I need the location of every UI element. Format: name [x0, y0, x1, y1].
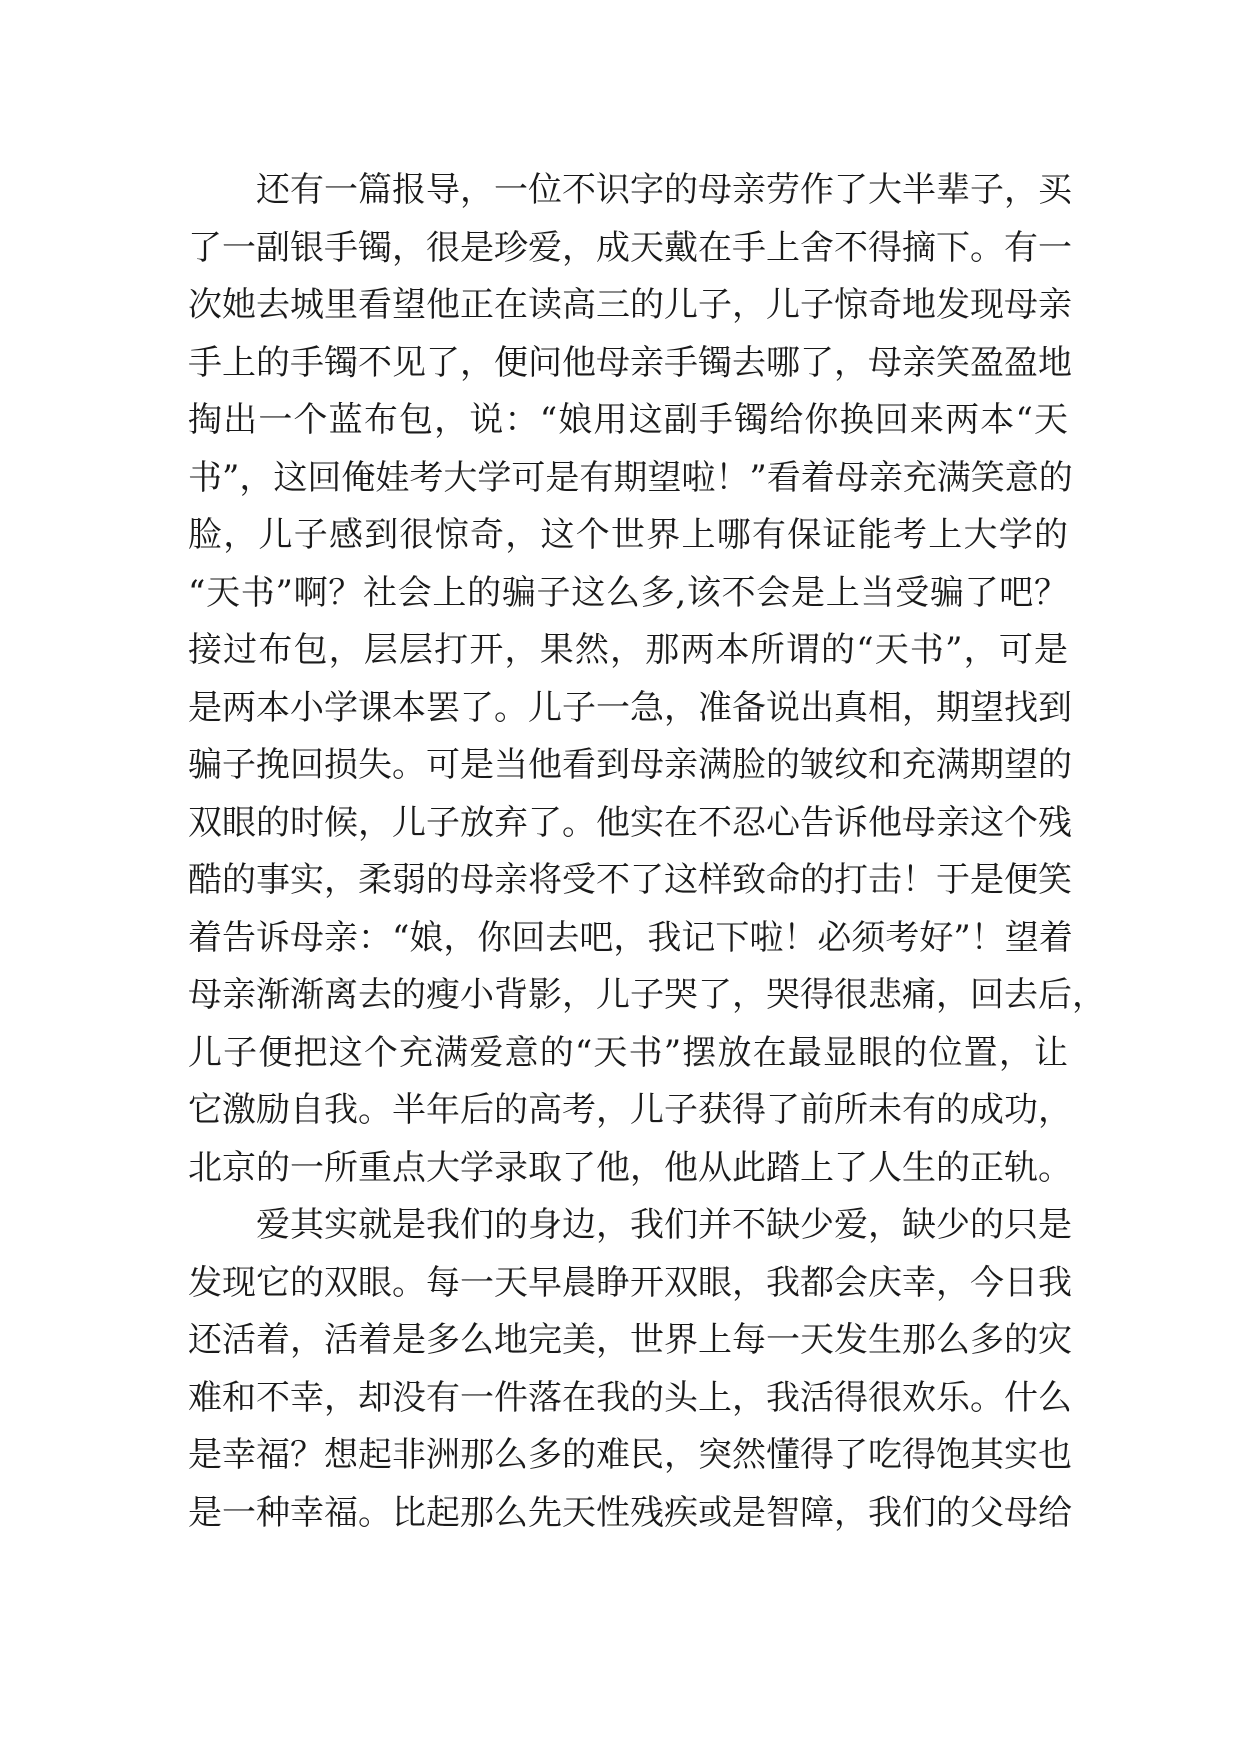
text-line: 发现它的双眼。每一天早晨睁开双眼，我都会庆幸，今日我 [188, 1262, 1072, 1303]
text-line: 儿子便把这个充满爱意的“天书”摆放在最显眼的位置，让 [188, 1032, 1068, 1073]
text-line: 难和不幸，却没有一件落在我的头上，我活得很欢乐。什么 [188, 1377, 1072, 1418]
text-line: 还活着，活着是多么地完美，世界上每一天发生那么多的灾 [188, 1320, 1072, 1360]
text-line: 它激励自我。半年后的高考，儿子获得了前所未有的成功， [188, 1090, 1072, 1130]
text-line: 着告诉母亲：“娘，你回去吧，我记下啦！必须考好”！望着 [188, 917, 1073, 958]
text-line: 手上的手镯不见了，便问他母亲手镯去哪了，母亲笑盈盈地 [188, 342, 1072, 383]
text-line: 掏出一个蓝布包，说：“娘用这副手镯给你换回来两本“天 [188, 400, 1068, 440]
text-line: 酷的事实，柔弱的母亲将受不了这样致命的打击！于是便笑 [188, 860, 1072, 900]
text-line: 是两本小学课本罢了。儿子一急，准备说出真相，期望找到 [188, 687, 1072, 728]
text-line: 了一副银手镯，很是珍爱，成天戴在手上舍不得摘下。有一 [188, 227, 1072, 268]
paragraph-2 [188, 1197, 1072, 1542]
text-line: “天书”啊？社会上的骗子这么多,该不会是上当受骗了吧？ [188, 572, 1068, 613]
text-line: 次她去城里看望他正在读高三的儿子，儿子惊奇地发现母亲 [188, 285, 1072, 325]
text-line: 还有一篇报导，一位不识字的母亲劳作了大半辈子，买 [256, 170, 1072, 210]
text-line: 北京的一所重点大学录取了他，他从此踏上了人生的正轨。 [188, 1147, 1072, 1188]
text-line: 书”，这回俺娃考大学可是有期望啦！”看着母亲充满笑意的 [188, 457, 1073, 498]
body-text [188, 162, 1106, 1542]
paragraph-1 [188, 162, 1106, 1197]
text-line: 是一种幸福。比起那么先天性残疾或是智障，我们的父母给 [188, 1492, 1072, 1533]
text-line: 接过布包，层层打开，果然，那两本所谓的“天书”，可是 [188, 630, 1068, 670]
text-line: 骗子挽回损失。可是当他看到母亲满脸的皱纹和充满期望的 [188, 745, 1072, 785]
text-line: 双眼的时候，儿子放弃了。他实在不忍心告诉他母亲这个残 [188, 802, 1072, 843]
text-line: 是幸福？想起非洲那么多的难民，突然懂得了吃得饱其实也 [188, 1435, 1072, 1475]
text-line: 脸，儿子感到很惊奇，这个世界上哪有保证能考上大学的 [188, 515, 1068, 555]
text-line: 爱其实就是我们的身边，我们并不缺少爱，缺少的只是 [256, 1205, 1072, 1245]
text-line: 母亲渐渐离去的瘦小背影，儿子哭了，哭得很悲痛，回去后， [188, 975, 1106, 1015]
